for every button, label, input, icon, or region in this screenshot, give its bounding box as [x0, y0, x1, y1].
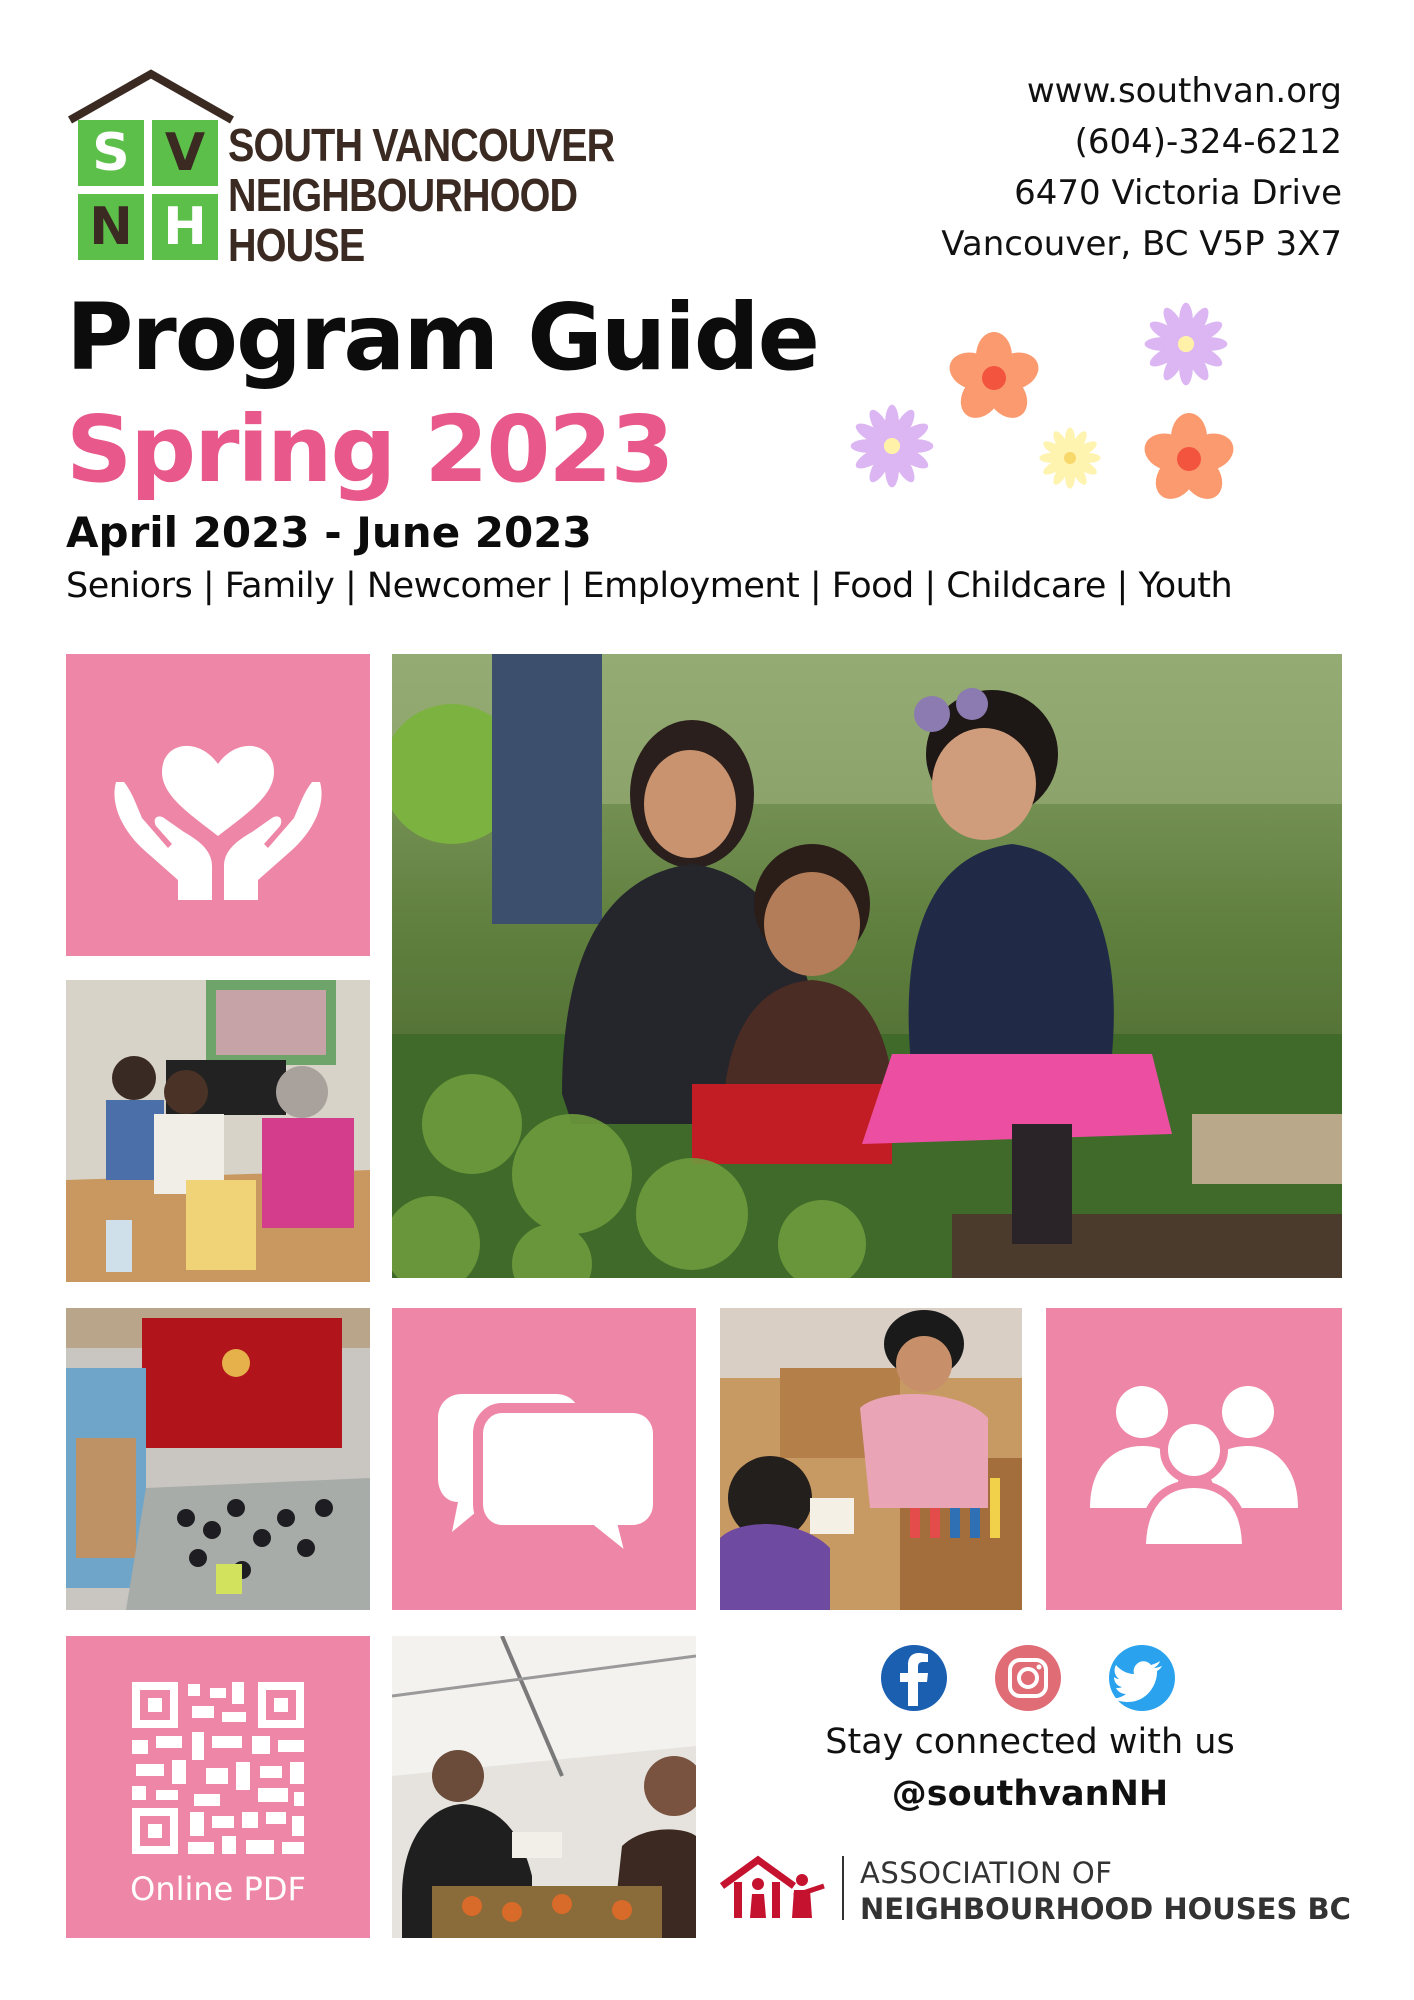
phone-number: (604)-324-6212 — [1074, 122, 1342, 162]
lilac-flower-icon — [851, 405, 934, 488]
qr-code-tile[interactable] — [66, 1636, 370, 1938]
speech-bubbles-icon — [392, 1308, 696, 1610]
address-line-2: Vancouver, BC V5P 3X7 — [941, 224, 1342, 264]
qr-code-label[interactable]: Online PDF — [130, 1870, 306, 1908]
svnh-logo — [66, 68, 615, 271]
people-group-icon — [1046, 1308, 1342, 1610]
food-service-photo — [392, 1636, 696, 1938]
logo-tiles — [78, 120, 220, 262]
organization-name-line-2: NEIGHBOURHOOD — [228, 169, 578, 221]
conversation-tile — [392, 1308, 696, 1610]
care-tile — [66, 654, 370, 956]
stay-connected-text: Stay connected with us — [825, 1722, 1235, 1762]
logo-tile-s: S — [78, 120, 144, 186]
heart-hands-icon — [66, 654, 370, 956]
date-range: April 2023 - June 2023 — [66, 508, 592, 557]
association-line-2: NEIGHBOURHOOD HOUSES BC — [860, 1892, 1351, 1926]
facebook-icon[interactable] — [881, 1645, 947, 1711]
lilac-flower-icon — [1145, 303, 1228, 386]
instagram-icon[interactable] — [995, 1645, 1061, 1711]
organization-name — [228, 120, 614, 270]
website-link[interactable]: www.southvan.org — [1026, 71, 1342, 111]
anh-logo-icon — [718, 1852, 828, 1922]
yellow-flower-icon — [1039, 427, 1100, 488]
flowers-decoration — [834, 296, 1264, 526]
association-line-1: ASSOCIATION OF — [860, 1856, 1113, 1890]
house-roof-icon — [66, 68, 236, 124]
organization-name-line-3: HOUSE — [228, 219, 365, 271]
twitter-icon[interactable] — [1109, 1645, 1175, 1711]
anh-divider — [842, 1856, 844, 1920]
program-categories: Seniors | Family | Newcomer | Employment | Food | Childcare | Youth — [66, 566, 1233, 606]
community-tile — [1046, 1308, 1342, 1610]
address-line-1: 6470 Victoria Drive — [1014, 173, 1342, 213]
organization-name-line-1: SOUTH VANCOUVER — [228, 119, 615, 171]
social-icons — [878, 1642, 1178, 1714]
seniors-meeting-photo — [66, 980, 370, 1282]
orange-flower-icon — [1140, 413, 1239, 507]
garden-family-photo — [392, 654, 1342, 1278]
library-books-photo — [720, 1308, 1022, 1610]
logo-tile-h: H — [152, 194, 218, 260]
logo-tile-n: N — [78, 194, 144, 260]
orange-flower-icon — [945, 332, 1044, 426]
page-title: Program Guide — [66, 284, 819, 391]
contact-info — [941, 66, 1342, 270]
season-title: Spring 2023 — [66, 396, 673, 503]
logo-tile-v: V — [152, 120, 218, 186]
community-hall-photo — [66, 1308, 370, 1610]
social-handle[interactable]: @southvanNH — [891, 1774, 1169, 1814]
